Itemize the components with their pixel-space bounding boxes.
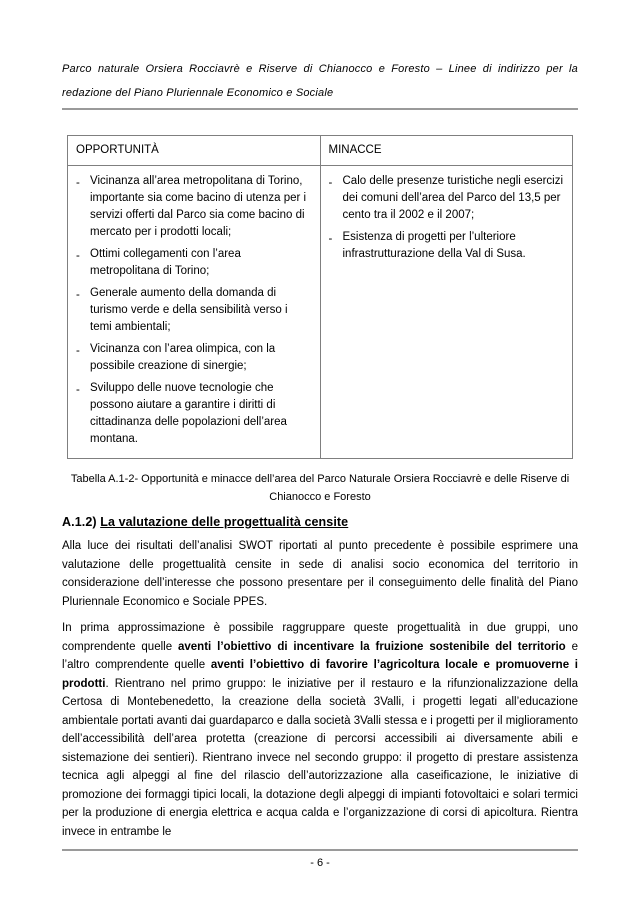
table-cell-opportunita <box>68 166 321 459</box>
section-heading-number: A.1.2) <box>62 515 101 529</box>
dash-bullet: - <box>76 345 80 357</box>
table-body-row <box>68 166 573 459</box>
dash-bullet: - <box>76 289 80 301</box>
list-item <box>329 229 565 263</box>
running-header: Parco naturale Orsiera Rocciavrè e Riserve di Chianocco e Foresto – Linee di indirizzo per la redazione del Piano Pluriennale Economico e Sociale <box>62 63 578 99</box>
list-item-text: Esistenza di progetti per l’ulteriore infrastrutturazione della Val di Susa. <box>342 231 526 260</box>
list-item <box>76 246 312 280</box>
dash-bullet: - <box>76 384 80 396</box>
page-footer <box>62 849 578 899</box>
bold-text-run: aventi l’obiettivo di incentivare la fruizione sostenibile del territorio <box>178 640 566 653</box>
list-item <box>329 173 565 224</box>
text-run: In prima approssimazione è possibile raggruppare queste progettualità in due gruppi, uno comprendente quelle <box>62 622 578 653</box>
table-header-row <box>68 136 573 166</box>
paragraph-1: Alla luce dei risultati dell’analisi SWOT riportati al punto precedente è possibile esprimere una valutazione delle progettualità censite in sede di analisi socio economica del territorio in considerazione dell’interesse che possono presentare per il conseguimento delle finalità del Piano Pluriennale Economico e Sociale PPES. <box>62 540 578 608</box>
table-caption: Tabella A.1-2- Opportunità e minacce dell’area del Parco Naturale Orsiera Rocciavrè e delle Riserve di Chianocco e Foresto <box>70 473 570 503</box>
list-item <box>76 380 312 448</box>
list-item-text: Generale aumento della domanda di turismo verde e della sensibilità verso i temi ambientali; <box>90 287 288 333</box>
list-item <box>76 173 312 241</box>
section-heading <box>62 515 578 529</box>
bold-text-run: aventi l’obiettivo di favorire l’agricoltura locale e promuoverne i prodotti <box>62 659 579 690</box>
swot-table <box>67 135 573 459</box>
header-divider <box>62 108 578 110</box>
section-heading-title: La valutazione delle progettualità censite <box>100 515 349 529</box>
list-item-text: Ottimi collegamenti con l’area metropolitana di Torino; <box>90 248 241 277</box>
text-run: . Rientrano nel primo gruppo: le iniziative per il restauro e la rifunzionalizzazione della Certosa di Montebenedetto, la creazione della società 3Valli, i progetti legati all’educazione ambientale portati avanti dai guardaparco e dalla società 3Valli stessa e i progetti per il miglioramento dell’accessibilità dell’area protetta (creazione di percorsi accessibili ai diversamente abili e sistemazione dei sentieri). Rientrano invece nel secondo gruppo: il progetto di prestare assistenza tecnica agli alpeggi al fine del rilascio dell’autorizzazione alla caseificazione, le iniziative di promozione dei formaggi tipici locali, la dotazione degli alpeggi di impianti fotovoltaici e solari termici per la produzione di energia elettrica e acqua calda e l’organizzazione di corsi di apicoltura. Rientra invece in entrambe le <box>62 677 578 838</box>
page-number: - 6 - <box>310 857 330 869</box>
table-header-opportunita: OPPORTUNITÀ <box>68 136 321 166</box>
table-header-minacce: MINACCE <box>320 136 573 166</box>
dash-bullet: - <box>76 250 80 262</box>
list-item-text: Vicinanza all’area metropolitana di Torino, importante sia come bacino di utenza per i servizi offerti dal Parco sia come bacino di mercato per i prodotti locali; <box>90 175 307 238</box>
dash-bullet: - <box>76 177 80 189</box>
list-item-text: Vicinanza con l’area olimpica, con la possibile creazione di sinergie; <box>90 343 276 372</box>
list-item-text: Calo delle presenze turistiche negli esercizi dei comuni dell’area del Parco del 13,5 per cento tra il 2002 e il 2007; <box>342 175 564 221</box>
dash-bullet: - <box>328 233 333 245</box>
table-cell-minacce <box>320 166 573 459</box>
footer-divider <box>62 849 578 851</box>
list-item <box>76 341 312 375</box>
paragraph-2 <box>62 619 578 841</box>
dash-bullet: - <box>328 177 333 189</box>
list-item-text: Sviluppo delle nuove tecnologie che possono aiutare a garantire i diritti di cittadinanza delle popolazioni dell’area montana. <box>90 382 287 445</box>
list-item <box>76 285 312 336</box>
text-run: e l’altro comprendente quelle <box>62 640 579 671</box>
